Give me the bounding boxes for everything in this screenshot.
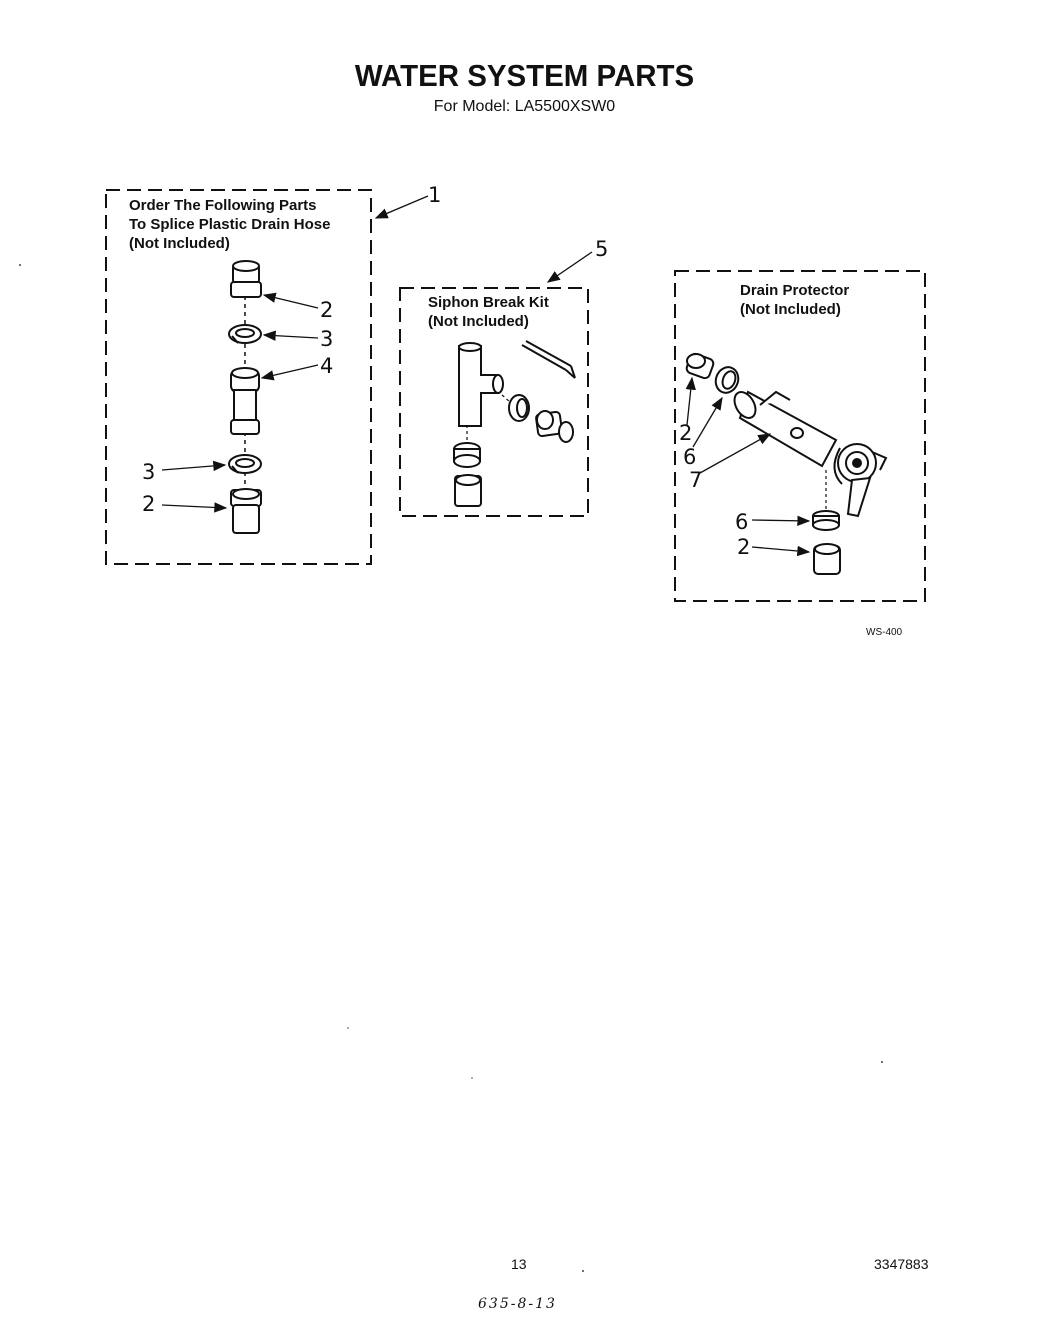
drain-connector-left — [685, 352, 714, 379]
drain-protector-label-line: (Not Included) — [740, 301, 841, 318]
siphon-parts-assembly — [454, 341, 575, 506]
callout-number: 3 — [320, 327, 334, 351]
page-title: WATER SYSTEM PARTS — [354, 58, 695, 93]
siphon-side-connector — [536, 411, 573, 442]
drain-clamp-bottom — [813, 511, 839, 530]
siphon-side-clamp — [509, 395, 529, 421]
splice-kit-label-line: Order The Following Parts — [129, 197, 317, 214]
splice-kit-label-line: (Not Included) — [129, 235, 230, 252]
handwritten-note: 635-8-13 — [478, 1296, 557, 1312]
callout-number: 7 — [689, 468, 703, 492]
splice-kit-label-line: To Splice Plastic Drain Hose — [129, 216, 331, 233]
callout-number: 5 — [595, 237, 609, 261]
callout-number: 6 — [735, 510, 749, 534]
callout-number: 6 — [683, 445, 697, 469]
siphon-kit-label — [428, 293, 549, 331]
callout-number: 2 — [737, 535, 751, 559]
drain-protector-label-line: Drain Protector — [740, 282, 850, 299]
clamp-ring-bottom — [229, 455, 261, 473]
siphon-tee-fitting — [459, 343, 503, 426]
callout-number: 2 — [142, 492, 156, 516]
page-number: 13 — [511, 1256, 527, 1272]
siphon-bottom-connector — [455, 475, 481, 506]
drain-protector-assembly — [685, 352, 886, 574]
splice-parts-assembly — [229, 261, 261, 533]
siphon-callout-arrows — [548, 252, 592, 282]
hose-connector-top — [231, 261, 261, 297]
callout-number: 4 — [320, 354, 334, 378]
coupling-tube — [231, 368, 259, 434]
part-number: 3347883 — [874, 1256, 929, 1272]
figure-code: WS-400 — [866, 627, 903, 638]
drain-protector-label — [740, 281, 849, 319]
callout-number: 1 — [428, 183, 442, 207]
clamp-ring-top — [229, 325, 261, 343]
model-subtitle: For Model: LA5500XSW0 — [433, 98, 616, 115]
siphon-pin — [522, 341, 575, 378]
splice-kit-label — [129, 196, 330, 253]
callout-number: 3 — [142, 460, 156, 484]
callout-number: 2 — [320, 298, 334, 322]
siphon-kit-label-line: (Not Included) — [428, 313, 529, 330]
drain-clamp-left — [712, 364, 742, 396]
callout-number: 2 — [679, 421, 693, 445]
drain-connector-bottom — [814, 544, 840, 574]
hose-connector-bottom — [231, 489, 261, 533]
drain-protector-body — [730, 388, 886, 516]
siphon-kit-label-line: Siphon Break Kit — [428, 294, 549, 311]
siphon-bottom-clamp — [454, 443, 480, 467]
